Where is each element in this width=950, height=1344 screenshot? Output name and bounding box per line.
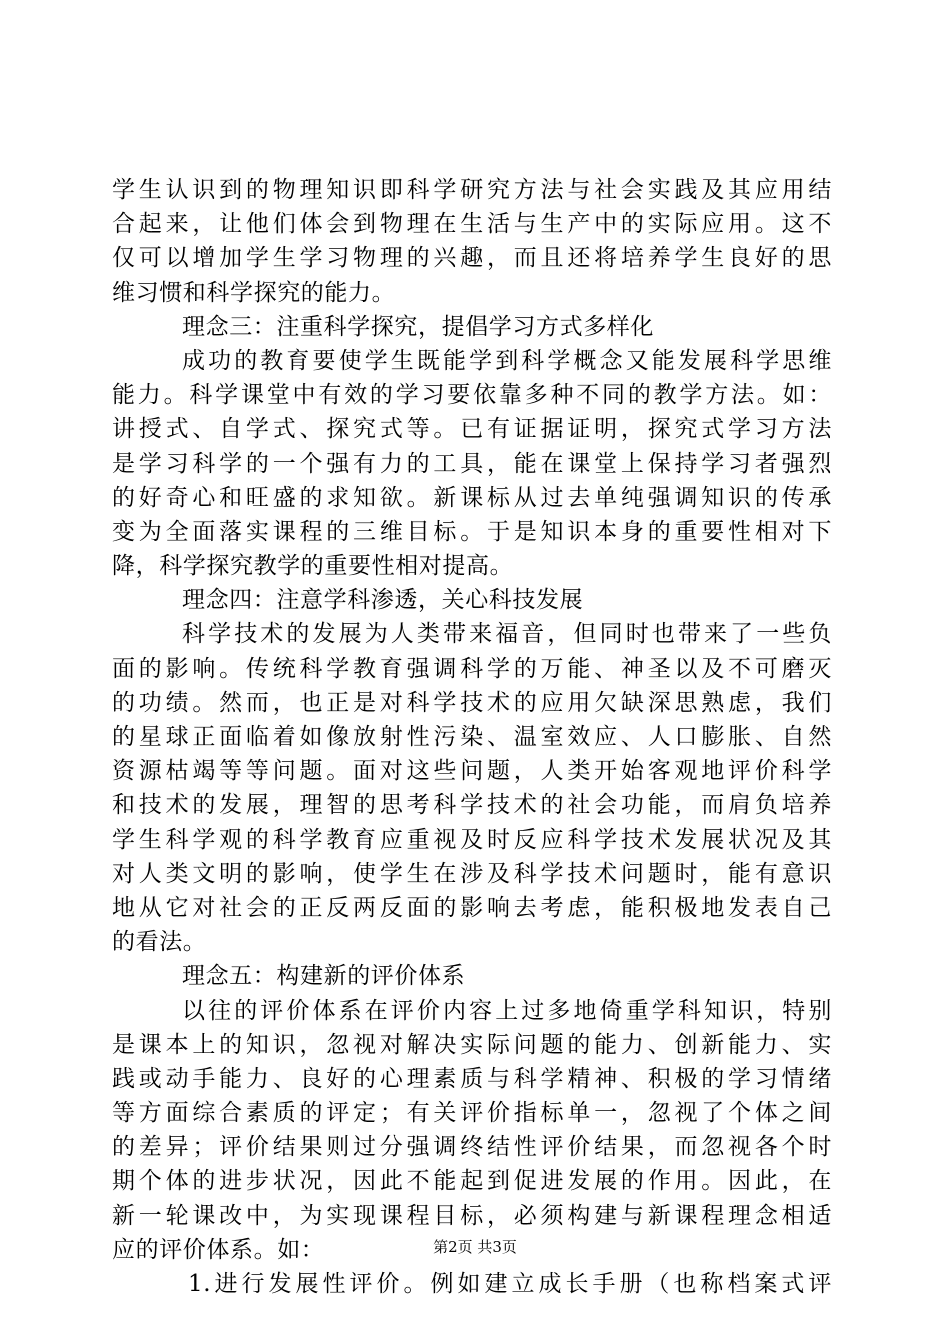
text-line: 合起来，让他们体会到物理在生活与生产中的实际应用。这不: [112, 211, 832, 238]
page-footer: 第2页 共3页: [433, 1238, 517, 1256]
text-line: 的功绩。然而，也正是对科学技术的应用欠缺深思熟虑，我们: [112, 689, 832, 716]
text-line: 是课本上的知识，忽视对解决实际问题的能力、创新能力、实: [112, 1031, 832, 1058]
text-line: 降，科学探究教学的重要性相对提高。: [112, 553, 514, 580]
text-line: 的好奇心和旺盛的求知欲。新课标从过去单纯强调知识的传承: [112, 484, 832, 511]
section-heading: 理念四：注意学科渗透，关心科技发展: [182, 587, 584, 614]
text-line: 讲授式、自学式、探究式等。已有证据证明，探究式学习方法: [112, 416, 832, 443]
text-line: 仅可以增加学生学习物理的兴趣，而且还将培养学生良好的思: [112, 245, 832, 272]
text-line: 和技术的发展，理智的思考科学技术的社会功能，而肩负培养: [112, 792, 832, 819]
text-line: 以往的评价体系在评价内容上过多地倚重学科知识，特别: [182, 997, 832, 1024]
text-line: 资源枯竭等等问题。面对这些问题，人类开始客观地评价科学: [112, 758, 832, 785]
section-heading: 理念五：构建新的评价体系: [182, 963, 466, 990]
text-line: 等方面综合素质的评定；有关评价指标单一，忽视了个体之间: [112, 1100, 832, 1127]
text-line: 的差异；评价结果则过分强调终结性评价结果，而忽视各个时: [112, 1134, 832, 1161]
body-text: [112, 173, 832, 1301]
text-line: 成功的教育要使学生既能学到科学概念又能发展科学思维: [182, 347, 832, 374]
text-line: 学生认识到的物理知识即科学研究方法与社会实践及其应用结: [112, 177, 832, 203]
text-line: 对人类文明的影响，使学生在涉及科学技术问题时，能有意识: [112, 860, 832, 887]
text-line: 的星球正面临着如像放射性污染、温室效应、人口膨胀、自然: [112, 724, 832, 750]
list-item: 1.进行发展性评价。例如建立成长手册（也称档案式评: [188, 1271, 832, 1297]
text-line: 变为全面落实课程的三维目标。于是知识本身的重要性相对下: [112, 518, 832, 545]
text-line: 地从它对社会的正反两反面的影响去考虑，能积极地发表自己: [112, 894, 832, 921]
section-heading: 理念三：注重科学探究，提倡学习方式多样化: [182, 313, 654, 340]
text-line: 期个体的进步状况，因此不能起到促进发展的作用。因此，在: [112, 1168, 832, 1195]
text-line: 践或动手能力、良好的心理素质与科学精神、积极的学习情绪: [112, 1065, 832, 1092]
text-line: 科学技术的发展为人类带来福音，但同时也带来了一些负: [182, 621, 832, 648]
text-line: 是学习科学的一个强有力的工具，能在课堂上保持学习者强烈: [112, 450, 832, 477]
text-line: 能力。科学课堂中有效的学习要依靠多种不同的教学方法。如：: [112, 382, 832, 409]
text-line: 的看法。: [112, 929, 207, 956]
text-line: 新一轮课改中，为实现课程目标，必须构建与新课程理念相适: [112, 1202, 832, 1229]
text-line: 学生科学观的科学教育应重视及时反应科学技术发展状况及其: [112, 826, 832, 853]
text-line: 面的影响。传统科学教育强调科学的万能、神圣以及不可磨灭: [112, 655, 832, 682]
text-line: 维习惯和科学探究的能力。: [112, 279, 396, 306]
text-line: 应的评价体系。如：: [112, 1236, 325, 1263]
